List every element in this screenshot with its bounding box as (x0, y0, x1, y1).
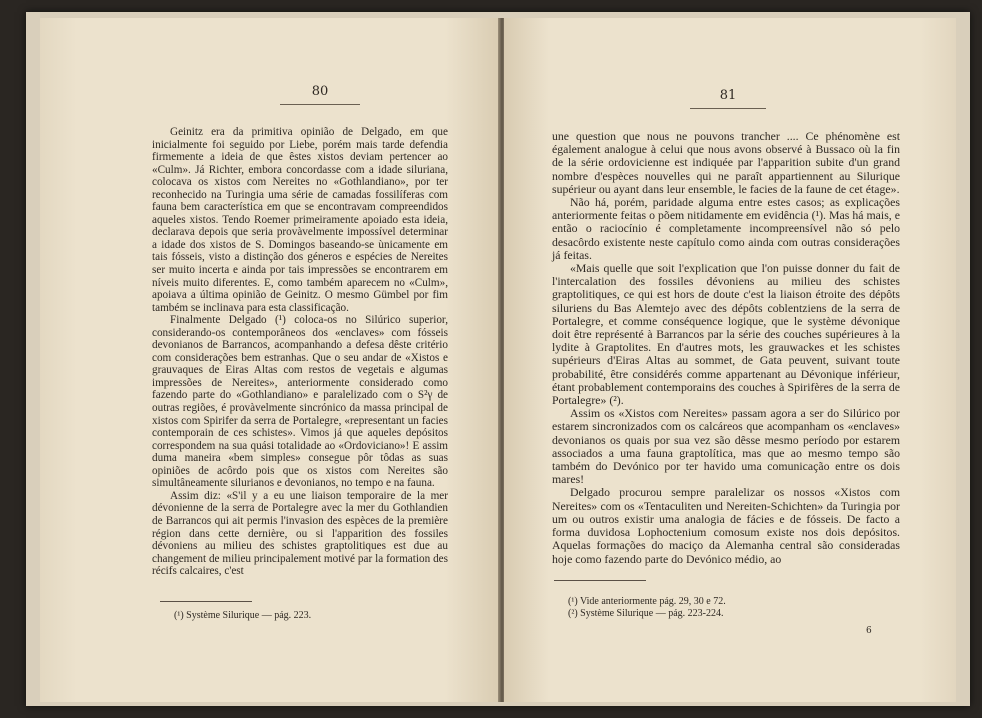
right-footnotes (568, 596, 726, 620)
page-number: 80 (311, 84, 329, 99)
right-page (504, 18, 956, 702)
left-footnotes (174, 610, 311, 622)
paragraph: Geinitz era da primitiva opinião de Delgado, em que inicialmente foi seguido por Liebe, porém mais tarde defendia firmemente a ideia de que êstes xistos deviam pertencer ao «Culm». Já Richter, embora concordasse com a idade siluriana, colocava os xistos com Nereites no «Gothlandiano», por ter reconhecido na Turingia uma série de camadas fossilíferas com fauna bem característica em que se encontravam compreendidos aqueles xistos. Tendo Roemer primeiramente apoiado esta ideia, declarava depois que seria provàvelmente impossível determinar a idade dos xistos de S. Domingos baseando-se ùnicamente em tais fósseis, visto a distinção dos géneros e espécies de Nereites ser muito incerta e ainda por tais impressões se encontrarem em níveis muito diferentes. E, como também aparecem no «Culm», apoiava a última opinião de Geinitz. O mesmo Gümbel por fim também se inclinava para esta classificação. (152, 126, 448, 314)
footnote-rule (554, 580, 646, 581)
paragraph: «Mais quelle que soit l'explication que l'on puisse donner du fait de l'intercalation des fossiles dévoniens au milieu des schistes graptolitiques, ce qui est hors de doute c'est la liaison étroite des dépôts siluriens du Bas Alemtejo avec des dépôts coblentziens de la serra de Portalegre, et comme conséquence logique, que le système dévonique doit être représenté à Barrancos par la série des couches supérieures à la lydite à Graptolites. En d'autres mots, les grauwackes et les schistes supérieurs d'Eiras Altas au sommet, de Gata peuvent, suivant toute probabilité, être considérés comme appartenant au Dévonique inférieur, étant probablement contemporains des couches à Spirifères de la serra de Portalegre» (²). (552, 261, 900, 408)
paragraph: Delgado procurou sempre paralelizar os nossos «Xistos com Nereites» com os «Tentaculiten und Nereiten-Schichten» da Turingia por um ou outros existir uma analogia de fácies e de fósseis. De facto a forma duvidosa Lophoctenium comosum existe nos dois depósitos. Aquelas formações do maciço da Alemanha central são consideradas hoje como fazendo parte do Devónico médio, ao (552, 485, 900, 566)
paragraph: Não há, porém, paridade alguma entre estes casos; as explicações anteriormente feitas o põem nitidamente em evidência (¹). Mas há mais, e então o raciocínio é completamente incompreensível não só pelo desacôrdo existente neste capítulo como ainda com outras considerações já feitas. (552, 195, 900, 262)
page-number-rule (280, 104, 360, 105)
footnote: (¹) Système Silurique — pág. 223. (174, 610, 312, 621)
footnote-rule (160, 601, 252, 602)
footnote: (¹) Vide anteriormente pág. 29, 30 e 72. (568, 596, 726, 607)
left-page (40, 18, 502, 702)
page-number-rule (690, 108, 766, 109)
paragraph: Finalmente Delgado (¹) coloca-os no Silúrico superior, considerando-os contemporâneos dos «enclaves» com fósseis devonianos de Barrancos, acompanhando a defesa dêste critério com considerações bem estranhas. Que o seu andar de «Xistos e grauvaques de Eiras Altas com restos de vegetais e algumas impressões de Nereites», anteriormente considerado como fazendo parte do «Gothlandiano» e paralelizado com o S²γ de outras regiões, é provàvelmente sincrónico da massa principal de xistos com Spirifer da serra de Portalegre, «representant un facies contemporain de ces schistes». Vimos já que aqueles depósitos correspondem na sua quási totalidade ao «Ordoviciano»! E assim duma maneira «bem simples» consegue pôr tôdas as suas opiniões de acôrdo pois que os xistos com Nereites são simultâneamente silurianos e devonianos, no tempo e na fauna. (152, 314, 448, 490)
footnote: (²) Système Silurique — pág. 223-224. (568, 608, 724, 619)
paragraph: Assim diz: «S'il y a eu une liaison temporaire de la mer dévonienne de la serra de Portalegre avec la mer du Gothlandien de Barrancos qui ait permis l'invasion des espèces de la première région dans cette dernière, ou si l'apparition des fossiles dévoniens au milieu des schistes graptolitiques est due au changement de milieu principalement motivé par la formation des récifs calcaires, c'est (152, 489, 448, 578)
open-book (26, 12, 970, 706)
paragraph: Assim os «Xistos com Nereites» passam agora a ser do Silúrico por estarem sincronizados com os calcáreos que acompanham os «enclaves» devonianos os quais por sua vez são dêsse mesmo período por estarem associados a uma fauna graptolítica, mas que ao mesmo tempo são também do Devónico por ter havido uma comunicação entre os dois mares! (552, 406, 900, 487)
signature-mark: 6 (866, 626, 872, 636)
paragraph: une question que nous ne pouvons trancher .... Ce phénomène est également analogue à celui que nous avons observé à Bussaco où la fin de la série ordovicienne est indiquée par l'apparition subite d'un grand nombre d'espèces nouvelles qui ne paraît appartiennent au Silurique supérieur ou ayant dans leur ensemble, le facies de la faune de cet étage». (552, 129, 900, 196)
page-number: 81 (719, 88, 737, 103)
right-body (552, 130, 900, 566)
left-body (152, 126, 448, 578)
